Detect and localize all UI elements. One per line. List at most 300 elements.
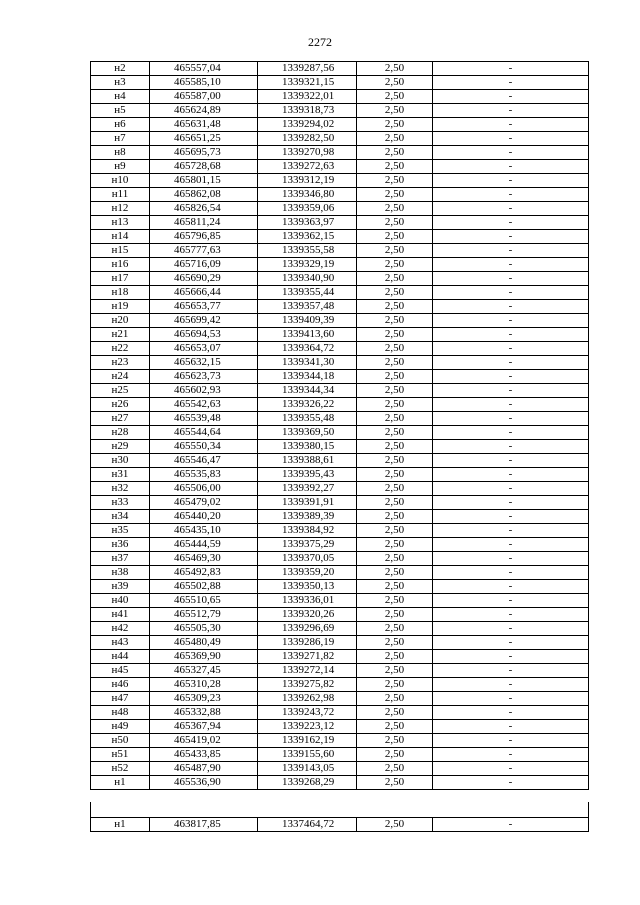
y-coordinate-cell: 1339282,50 <box>258 132 357 146</box>
point-id-cell: н21 <box>91 328 150 342</box>
distance-cell: 2,50 <box>357 650 433 664</box>
x-coordinate-cell: 465469,30 <box>150 552 258 566</box>
y-coordinate-cell: 1339340,90 <box>258 272 357 286</box>
note-cell: - <box>433 678 589 692</box>
distance-cell: 2,50 <box>357 524 433 538</box>
x-coordinate-cell: 465695,73 <box>150 146 258 160</box>
note-cell: - <box>433 440 589 454</box>
y-coordinate-cell: 1339388,61 <box>258 454 357 468</box>
point-id-cell: н11 <box>91 188 150 202</box>
y-coordinate-cell: 1339346,80 <box>258 188 357 202</box>
table-row <box>91 62 589 76</box>
y-coordinate-cell: 1339286,19 <box>258 636 357 650</box>
note-cell: - <box>433 608 589 622</box>
table-row <box>91 174 589 188</box>
distance-cell: 2,50 <box>357 174 433 188</box>
note-cell: - <box>433 818 589 832</box>
point-id-cell: н14 <box>91 230 150 244</box>
distance-cell: 2,50 <box>357 664 433 678</box>
point-id-cell: н37 <box>91 552 150 566</box>
distance-cell: 2,50 <box>357 398 433 412</box>
table-row <box>91 510 589 524</box>
distance-cell: 2,50 <box>357 342 433 356</box>
table-row <box>91 720 589 734</box>
note-cell: - <box>433 76 589 90</box>
table-row <box>91 258 589 272</box>
x-coordinate-cell: 465632,15 <box>150 356 258 370</box>
note-cell: - <box>433 426 589 440</box>
y-coordinate-cell: 1339395,43 <box>258 468 357 482</box>
point-id-cell: н45 <box>91 664 150 678</box>
y-coordinate-cell: 1339341,30 <box>258 356 357 370</box>
x-coordinate-cell: 465332,88 <box>150 706 258 720</box>
note-cell: - <box>433 412 589 426</box>
note-cell: - <box>433 398 589 412</box>
note-cell: - <box>433 510 589 524</box>
x-coordinate-cell: 465480,49 <box>150 636 258 650</box>
x-coordinate-cell: 465653,77 <box>150 300 258 314</box>
x-coordinate-cell: 463817,85 <box>150 818 258 832</box>
table-row <box>91 734 589 748</box>
table-row <box>91 454 589 468</box>
distance-cell: 2,50 <box>357 384 433 398</box>
y-coordinate-cell: 1339272,63 <box>258 160 357 174</box>
table-row <box>91 608 589 622</box>
x-coordinate-cell: 465506,00 <box>150 482 258 496</box>
note-cell: - <box>433 720 589 734</box>
point-id-cell: н44 <box>91 650 150 664</box>
note-cell: - <box>433 552 589 566</box>
table-row <box>91 76 589 90</box>
x-coordinate-cell: 465550,34 <box>150 440 258 454</box>
table-row <box>91 580 589 594</box>
note-cell: - <box>433 328 589 342</box>
table-row <box>91 328 589 342</box>
x-coordinate-cell: 465546,47 <box>150 454 258 468</box>
distance-cell: 2,50 <box>357 300 433 314</box>
x-coordinate-cell: 465433,85 <box>150 748 258 762</box>
point-id-cell: н20 <box>91 314 150 328</box>
distance-cell: 2,50 <box>357 552 433 566</box>
y-coordinate-cell: 1339409,39 <box>258 314 357 328</box>
y-coordinate-cell: 1339318,73 <box>258 104 357 118</box>
point-id-cell: н42 <box>91 622 150 636</box>
y-coordinate-cell: 1339321,15 <box>258 76 357 90</box>
y-coordinate-cell: 1339275,82 <box>258 678 357 692</box>
x-coordinate-cell: 465585,10 <box>150 76 258 90</box>
point-id-cell: н1 <box>91 818 150 832</box>
table-row <box>91 482 589 496</box>
point-id-cell: н9 <box>91 160 150 174</box>
x-coordinate-cell: 465690,29 <box>150 272 258 286</box>
distance-cell: 2,50 <box>357 230 433 244</box>
x-coordinate-cell: 465444,59 <box>150 538 258 552</box>
x-coordinate-cell: 465327,45 <box>150 664 258 678</box>
coordinates-table <box>90 61 589 790</box>
point-id-cell: н6 <box>91 118 150 132</box>
x-coordinate-cell: 465536,90 <box>150 776 258 790</box>
distance-cell: 2,50 <box>357 426 433 440</box>
x-coordinate-cell: 465826,54 <box>150 202 258 216</box>
point-id-cell: н19 <box>91 300 150 314</box>
distance-cell: 2,50 <box>357 258 433 272</box>
page-number: 2272 <box>308 35 332 49</box>
distance-cell: 2,50 <box>357 608 433 622</box>
table-row <box>91 524 589 538</box>
note-cell: - <box>433 636 589 650</box>
note-cell: - <box>433 384 589 398</box>
distance-cell: 2,50 <box>357 566 433 580</box>
x-coordinate-cell: 465492,83 <box>150 566 258 580</box>
note-cell: - <box>433 664 589 678</box>
point-id-cell: н39 <box>91 580 150 594</box>
distance-cell: 2,50 <box>357 356 433 370</box>
x-coordinate-cell: 465367,94 <box>150 720 258 734</box>
distance-cell: 2,50 <box>357 146 433 160</box>
note-cell: - <box>433 762 589 776</box>
distance-cell: 2,50 <box>357 496 433 510</box>
note-cell: - <box>433 692 589 706</box>
note-cell: - <box>433 272 589 286</box>
distance-cell: 2,50 <box>357 706 433 720</box>
point-id-cell: н2 <box>91 62 150 76</box>
x-coordinate-cell: 465310,28 <box>150 678 258 692</box>
table-row <box>91 468 589 482</box>
x-coordinate-cell: 465440,20 <box>150 510 258 524</box>
distance-cell: 2,50 <box>357 818 433 832</box>
distance-cell: 2,50 <box>357 482 433 496</box>
y-coordinate-cell: 1339370,05 <box>258 552 357 566</box>
x-coordinate-cell: 465699,42 <box>150 314 258 328</box>
table-separator-row <box>90 802 589 817</box>
table-row <box>91 230 589 244</box>
distance-cell: 2,50 <box>357 594 433 608</box>
x-coordinate-cell: 465535,83 <box>150 468 258 482</box>
note-cell: - <box>433 286 589 300</box>
y-coordinate-cell: 1339322,01 <box>258 90 357 104</box>
note-cell: - <box>433 594 589 608</box>
table-row <box>91 202 589 216</box>
y-coordinate-cell: 1339375,29 <box>258 538 357 552</box>
table-row <box>91 384 589 398</box>
point-id-cell: н51 <box>91 748 150 762</box>
table-row <box>91 356 589 370</box>
x-coordinate-cell: 465309,23 <box>150 692 258 706</box>
y-coordinate-cell: 1339359,20 <box>258 566 357 580</box>
table-row <box>91 286 589 300</box>
point-id-cell: н13 <box>91 216 150 230</box>
distance-cell: 2,50 <box>357 510 433 524</box>
y-coordinate-cell: 1337464,72 <box>258 818 357 832</box>
table-row <box>91 244 589 258</box>
y-coordinate-cell: 1339326,22 <box>258 398 357 412</box>
distance-cell: 2,50 <box>357 90 433 104</box>
point-id-cell: н3 <box>91 76 150 90</box>
point-id-cell: н41 <box>91 608 150 622</box>
x-coordinate-cell: 465694,53 <box>150 328 258 342</box>
point-id-cell: н50 <box>91 734 150 748</box>
table-row <box>91 678 589 692</box>
table-row <box>91 188 589 202</box>
table-row <box>91 440 589 454</box>
y-coordinate-cell: 1339380,15 <box>258 440 357 454</box>
x-coordinate-cell: 465623,73 <box>150 370 258 384</box>
table-row <box>91 412 589 426</box>
table-row <box>91 146 589 160</box>
table-row <box>91 552 589 566</box>
x-coordinate-cell: 465801,15 <box>150 174 258 188</box>
point-id-cell: н32 <box>91 482 150 496</box>
note-cell: - <box>433 482 589 496</box>
note-cell: - <box>433 188 589 202</box>
distance-cell: 2,50 <box>357 104 433 118</box>
x-coordinate-cell: 465624,89 <box>150 104 258 118</box>
y-coordinate-cell: 1339359,06 <box>258 202 357 216</box>
y-coordinate-cell: 1339294,02 <box>258 118 357 132</box>
table-row <box>91 132 589 146</box>
note-cell: - <box>433 202 589 216</box>
x-coordinate-cell: 465542,63 <box>150 398 258 412</box>
x-coordinate-cell: 465539,48 <box>150 412 258 426</box>
distance-cell: 2,50 <box>357 118 433 132</box>
point-id-cell: н49 <box>91 720 150 734</box>
point-id-cell: н31 <box>91 468 150 482</box>
distance-cell: 2,50 <box>357 454 433 468</box>
y-coordinate-cell: 1339336,01 <box>258 594 357 608</box>
x-coordinate-cell: 465419,02 <box>150 734 258 748</box>
x-coordinate-cell: 465557,04 <box>150 62 258 76</box>
point-id-cell: н30 <box>91 454 150 468</box>
table-row <box>91 636 589 650</box>
table-row <box>91 90 589 104</box>
y-coordinate-cell: 1339384,92 <box>258 524 357 538</box>
table-row <box>91 426 589 440</box>
note-cell: - <box>433 90 589 104</box>
y-coordinate-cell: 1339364,72 <box>258 342 357 356</box>
point-id-cell: н17 <box>91 272 150 286</box>
y-coordinate-cell: 1339363,97 <box>258 216 357 230</box>
x-coordinate-cell: 465502,88 <box>150 580 258 594</box>
note-cell: - <box>433 776 589 790</box>
point-id-cell: н28 <box>91 426 150 440</box>
distance-cell: 2,50 <box>357 412 433 426</box>
y-coordinate-cell: 1339287,56 <box>258 62 357 76</box>
note-cell: - <box>433 62 589 76</box>
y-coordinate-cell: 1339223,12 <box>258 720 357 734</box>
distance-cell: 2,50 <box>357 370 433 384</box>
y-coordinate-cell: 1339262,98 <box>258 692 357 706</box>
point-id-cell: н27 <box>91 412 150 426</box>
distance-cell: 2,50 <box>357 216 433 230</box>
table-row <box>91 342 589 356</box>
distance-cell: 2,50 <box>357 692 433 706</box>
coordinates-table-extra <box>90 817 589 832</box>
point-id-cell: н29 <box>91 440 150 454</box>
point-id-cell: н40 <box>91 594 150 608</box>
table-row <box>91 748 589 762</box>
table-row <box>91 272 589 286</box>
point-id-cell: н34 <box>91 510 150 524</box>
distance-cell: 2,50 <box>357 678 433 692</box>
y-coordinate-cell: 1339268,29 <box>258 776 357 790</box>
point-id-cell: н36 <box>91 538 150 552</box>
note-cell: - <box>433 524 589 538</box>
note-cell: - <box>433 748 589 762</box>
x-coordinate-cell: 465716,09 <box>150 258 258 272</box>
table-row <box>91 706 589 720</box>
table-row <box>91 300 589 314</box>
y-coordinate-cell: 1339143,05 <box>258 762 357 776</box>
table-row <box>91 622 589 636</box>
distance-cell: 2,50 <box>357 622 433 636</box>
note-cell: - <box>433 160 589 174</box>
point-id-cell: н8 <box>91 146 150 160</box>
point-id-cell: н52 <box>91 762 150 776</box>
y-coordinate-cell: 1339389,39 <box>258 510 357 524</box>
distance-cell: 2,50 <box>357 720 433 734</box>
x-coordinate-cell: 465505,30 <box>150 622 258 636</box>
point-id-cell: н48 <box>91 706 150 720</box>
table-row <box>91 370 589 384</box>
note-cell: - <box>433 650 589 664</box>
point-id-cell: н46 <box>91 678 150 692</box>
y-coordinate-cell: 1339369,50 <box>258 426 357 440</box>
table-row <box>91 118 589 132</box>
point-id-cell: н25 <box>91 384 150 398</box>
x-coordinate-cell: 465587,00 <box>150 90 258 104</box>
table-row <box>91 160 589 174</box>
note-cell: - <box>433 146 589 160</box>
x-coordinate-cell: 465487,90 <box>150 762 258 776</box>
y-coordinate-cell: 1339355,44 <box>258 286 357 300</box>
point-id-cell: н38 <box>91 566 150 580</box>
distance-cell: 2,50 <box>357 580 433 594</box>
note-cell: - <box>433 566 589 580</box>
point-id-cell: н22 <box>91 342 150 356</box>
x-coordinate-cell: 465435,10 <box>150 524 258 538</box>
x-coordinate-cell: 465796,85 <box>150 230 258 244</box>
note-cell: - <box>433 454 589 468</box>
y-coordinate-cell: 1339162,19 <box>258 734 357 748</box>
distance-cell: 2,50 <box>357 76 433 90</box>
note-cell: - <box>433 342 589 356</box>
x-coordinate-cell: 465728,68 <box>150 160 258 174</box>
distance-cell: 2,50 <box>357 468 433 482</box>
point-id-cell: н35 <box>91 524 150 538</box>
point-id-cell: н4 <box>91 90 150 104</box>
table-row <box>91 664 589 678</box>
note-cell: - <box>433 244 589 258</box>
x-coordinate-cell: 465777,63 <box>150 244 258 258</box>
distance-cell: 2,50 <box>357 538 433 552</box>
distance-cell: 2,50 <box>357 188 433 202</box>
point-id-cell: н5 <box>91 104 150 118</box>
y-coordinate-cell: 1339329,19 <box>258 258 357 272</box>
table-row <box>91 314 589 328</box>
x-coordinate-cell: 465510,65 <box>150 594 258 608</box>
note-cell: - <box>433 174 589 188</box>
distance-cell: 2,50 <box>357 748 433 762</box>
y-coordinate-cell: 1339413,60 <box>258 328 357 342</box>
y-coordinate-cell: 1339272,14 <box>258 664 357 678</box>
y-coordinate-cell: 1339355,58 <box>258 244 357 258</box>
note-cell: - <box>433 300 589 314</box>
table-row <box>91 650 589 664</box>
y-coordinate-cell: 1339155,60 <box>258 748 357 762</box>
point-id-cell: н12 <box>91 202 150 216</box>
x-coordinate-cell: 465512,79 <box>150 608 258 622</box>
y-coordinate-cell: 1339391,91 <box>258 496 357 510</box>
distance-cell: 2,50 <box>357 272 433 286</box>
table-row <box>91 398 589 412</box>
note-cell: - <box>433 734 589 748</box>
point-id-cell: н23 <box>91 356 150 370</box>
point-id-cell: н24 <box>91 370 150 384</box>
note-cell: - <box>433 258 589 272</box>
table-row <box>91 104 589 118</box>
x-coordinate-cell: 465651,25 <box>150 132 258 146</box>
table-row <box>91 566 589 580</box>
note-cell: - <box>433 538 589 552</box>
y-coordinate-cell: 1339243,72 <box>258 706 357 720</box>
distance-cell: 2,50 <box>357 202 433 216</box>
table-row <box>91 594 589 608</box>
point-id-cell: н1 <box>91 776 150 790</box>
y-coordinate-cell: 1339392,27 <box>258 482 357 496</box>
table-row <box>91 216 589 230</box>
distance-cell: 2,50 <box>357 440 433 454</box>
table-row <box>91 538 589 552</box>
note-cell: - <box>433 496 589 510</box>
note-cell: - <box>433 580 589 594</box>
distance-cell: 2,50 <box>357 314 433 328</box>
point-id-cell: н47 <box>91 692 150 706</box>
x-coordinate-cell: 465479,02 <box>150 496 258 510</box>
y-coordinate-cell: 1339271,82 <box>258 650 357 664</box>
y-coordinate-cell: 1339344,34 <box>258 384 357 398</box>
y-coordinate-cell: 1339312,19 <box>258 174 357 188</box>
distance-cell: 2,50 <box>357 636 433 650</box>
point-id-cell: н7 <box>91 132 150 146</box>
point-id-cell: н18 <box>91 286 150 300</box>
x-coordinate-cell: 465862,08 <box>150 188 258 202</box>
distance-cell: 2,50 <box>357 132 433 146</box>
table-row <box>91 496 589 510</box>
table-row <box>91 762 589 776</box>
y-coordinate-cell: 1339296,69 <box>258 622 357 636</box>
y-coordinate-cell: 1339344,18 <box>258 370 357 384</box>
table-row <box>91 692 589 706</box>
x-coordinate-cell: 465369,90 <box>150 650 258 664</box>
distance-cell: 2,50 <box>357 244 433 258</box>
note-cell: - <box>433 104 589 118</box>
x-coordinate-cell: 465653,07 <box>150 342 258 356</box>
table-row <box>91 776 589 790</box>
x-coordinate-cell: 465811,24 <box>150 216 258 230</box>
point-id-cell: н16 <box>91 258 150 272</box>
point-id-cell: н10 <box>91 174 150 188</box>
y-coordinate-cell: 1339320,26 <box>258 608 357 622</box>
point-id-cell: н15 <box>91 244 150 258</box>
point-id-cell: н43 <box>91 636 150 650</box>
x-coordinate-cell: 465544,64 <box>150 426 258 440</box>
note-cell: - <box>433 356 589 370</box>
note-cell: - <box>433 622 589 636</box>
distance-cell: 2,50 <box>357 62 433 76</box>
note-cell: - <box>433 216 589 230</box>
distance-cell: 2,50 <box>357 160 433 174</box>
distance-cell: 2,50 <box>357 776 433 790</box>
